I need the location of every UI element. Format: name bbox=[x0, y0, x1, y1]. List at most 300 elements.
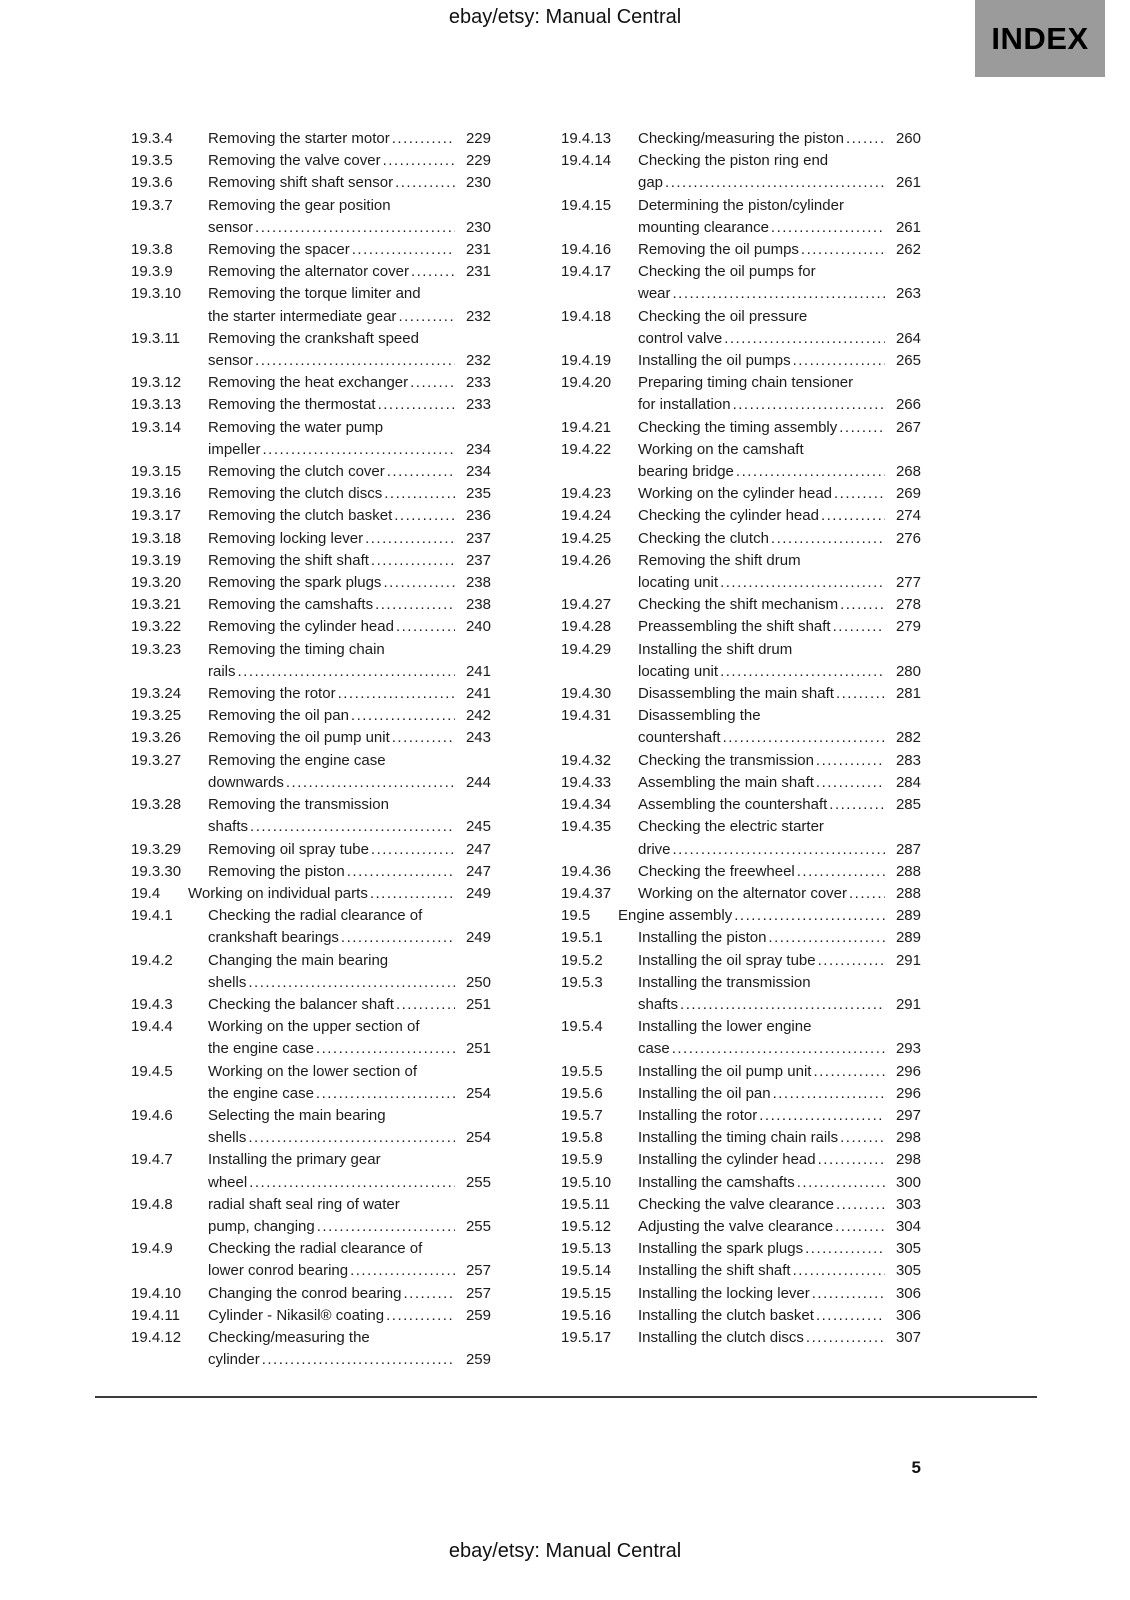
toc-entry-title: shells bbox=[208, 973, 247, 991]
toc-entry-title-line: Preparing timing chain tensioner bbox=[638, 374, 854, 392]
toc-entry-title: Checking the freewheel bbox=[638, 862, 795, 880]
dot-leader bbox=[383, 150, 455, 172]
toc-entry-number: 19.4.23 bbox=[561, 485, 612, 503]
toc-entry-number: 19.4.20 bbox=[561, 374, 612, 392]
toc-entry-title-line bbox=[208, 1305, 491, 1327]
toc-entry-page: 251 bbox=[465, 995, 491, 1013]
toc-column-left bbox=[131, 128, 491, 1371]
dot-leader bbox=[720, 572, 885, 594]
dot-leader bbox=[793, 350, 885, 372]
toc-entry-title: Installing the timing chain rails bbox=[638, 1129, 839, 1147]
toc-entry-title-block bbox=[208, 1105, 491, 1149]
toc-entry-title-line bbox=[638, 994, 921, 1016]
toc-entry-title-block bbox=[208, 861, 491, 883]
toc-entry-title-line bbox=[208, 816, 491, 838]
toc-entry bbox=[131, 616, 491, 638]
toc-entry-page: 238 bbox=[465, 574, 491, 592]
toc-entry-title-block bbox=[638, 195, 921, 239]
toc-entry-number: 19.4.8 bbox=[131, 1195, 173, 1213]
toc-entry-number: 19.4.3 bbox=[131, 995, 173, 1013]
toc-entry-title-line: Installing the primary gear bbox=[208, 1151, 381, 1169]
toc-entry-title: Removing locking lever bbox=[208, 529, 364, 547]
toc-entry-title-line bbox=[188, 883, 491, 905]
toc-entry-page: 305 bbox=[895, 1262, 921, 1280]
toc-entry-title-line bbox=[638, 461, 921, 483]
toc-entry-title-block bbox=[638, 1260, 921, 1282]
toc-entry bbox=[131, 950, 491, 994]
toc-entry-title: Assembling the main shaft bbox=[638, 773, 814, 791]
toc-entry-title-block bbox=[208, 839, 491, 861]
toc-entry-title: Installing the oil pan bbox=[638, 1084, 771, 1102]
toc-entry-page: 288 bbox=[895, 862, 921, 880]
toc-entry-page: 279 bbox=[895, 618, 921, 636]
toc-entry-title-line bbox=[638, 594, 921, 616]
toc-entry bbox=[561, 372, 921, 416]
toc-entry-title-block bbox=[208, 994, 491, 1016]
toc-entry-page: 229 bbox=[465, 152, 491, 170]
dot-leader bbox=[255, 217, 455, 239]
dot-leader bbox=[839, 417, 885, 439]
footer-divider bbox=[95, 1396, 1037, 1398]
toc-entry-title-line: Removing the engine case bbox=[208, 751, 386, 769]
toc-entry-title-line bbox=[208, 505, 491, 527]
toc-entry-title-block bbox=[638, 1016, 921, 1060]
dot-leader bbox=[733, 394, 885, 416]
toc-entry-title: Cylinder - Nikasil® coating bbox=[208, 1306, 385, 1324]
toc-entry bbox=[131, 1194, 491, 1238]
toc-entry bbox=[561, 1216, 921, 1238]
dot-leader bbox=[806, 1327, 885, 1349]
toc-entry-title-block bbox=[638, 1127, 921, 1149]
toc-entry-title-block bbox=[208, 750, 491, 794]
toc-entry-title-block bbox=[638, 417, 921, 439]
toc-entry-number: 19.4.1 bbox=[131, 907, 173, 925]
toc-entry bbox=[131, 172, 491, 194]
toc-entry-title: Working on the alternator cover bbox=[638, 884, 847, 902]
toc-entry bbox=[561, 306, 921, 350]
dot-leader bbox=[263, 439, 455, 461]
toc-entry-title-line bbox=[208, 372, 491, 394]
toc-entry bbox=[561, 239, 921, 261]
toc-entry-page: 291 bbox=[895, 951, 921, 969]
toc-entry-page: 289 bbox=[895, 907, 921, 925]
toc-entry-page: 254 bbox=[465, 1084, 491, 1102]
dot-leader bbox=[396, 994, 455, 1016]
toc-entry bbox=[561, 1083, 921, 1105]
toc-entry bbox=[131, 1061, 491, 1105]
dot-leader bbox=[347, 861, 455, 883]
toc-entry-title-line bbox=[638, 1083, 921, 1105]
toc-entry-title-line bbox=[638, 239, 921, 261]
toc-entry-title: case bbox=[638, 1040, 670, 1058]
toc-entry-title-line bbox=[208, 239, 491, 261]
toc-entry-page: 297 bbox=[895, 1106, 921, 1124]
toc-entry-page: 229 bbox=[465, 130, 491, 147]
toc-entry-title-line bbox=[638, 861, 921, 883]
toc-entry-page: 243 bbox=[465, 729, 491, 747]
toc-entry-title-line bbox=[208, 972, 491, 994]
toc-entry-title-line bbox=[208, 661, 491, 683]
toc-entry-page: 298 bbox=[895, 1151, 921, 1169]
toc-entry bbox=[561, 1127, 921, 1149]
toc-entry-page: 276 bbox=[895, 529, 921, 547]
toc-entry-number: 19.4.34 bbox=[561, 796, 612, 814]
toc-entry-title-line bbox=[208, 994, 491, 1016]
toc-entry-page: 300 bbox=[895, 1173, 921, 1191]
toc-entry-page: 234 bbox=[465, 463, 491, 481]
toc-entry-title-line bbox=[208, 172, 491, 194]
toc-entry-title-line bbox=[638, 394, 921, 416]
toc-entry-number: 19.4.36 bbox=[561, 862, 612, 880]
toc-entry bbox=[561, 1283, 921, 1305]
toc-entry-number: 19.4.4 bbox=[131, 1018, 173, 1036]
toc-entry-title-line bbox=[208, 394, 491, 416]
toc-entry-title: Working on the cylinder head bbox=[638, 485, 833, 503]
toc-entry-number: 19.3.22 bbox=[131, 618, 182, 636]
toc-entry-number: 19.3.20 bbox=[131, 574, 182, 592]
toc-entry bbox=[561, 483, 921, 505]
toc-entry-number: 19.5.17 bbox=[561, 1328, 612, 1346]
toc-entry-title-line: Working on the lower section of bbox=[208, 1062, 417, 1080]
toc-entry-number: 19.4.15 bbox=[561, 196, 612, 214]
toc-entry-title: Installing the locking lever bbox=[638, 1284, 810, 1302]
toc-entry-page: 296 bbox=[895, 1084, 921, 1102]
toc-entry-title-line bbox=[638, 483, 921, 505]
dot-leader bbox=[352, 239, 455, 261]
toc-entry bbox=[561, 1061, 921, 1083]
toc-entry-number: 19.3.14 bbox=[131, 418, 182, 436]
toc-entry-page: 269 bbox=[895, 485, 921, 503]
toc-entry bbox=[561, 1305, 921, 1327]
toc-entry bbox=[131, 550, 491, 572]
toc-entry-number: 19.3.7 bbox=[131, 196, 173, 214]
dot-leader bbox=[736, 461, 885, 483]
toc-entry bbox=[561, 1238, 921, 1260]
dot-leader bbox=[386, 1305, 455, 1327]
toc-entry-title: Engine assembly bbox=[618, 907, 733, 925]
dot-leader bbox=[351, 705, 455, 727]
toc-entry-page: 247 bbox=[465, 862, 491, 880]
toc-entry-number: 19.3.12 bbox=[131, 374, 182, 392]
dot-leader bbox=[384, 483, 455, 505]
toc-entry-page: 261 bbox=[895, 174, 921, 192]
toc-entry-title-line bbox=[638, 217, 921, 239]
toc-entry-title-line bbox=[638, 661, 921, 683]
toc-entry bbox=[561, 505, 921, 527]
toc-entry-number: 19.5.11 bbox=[561, 1195, 610, 1213]
dot-leader bbox=[836, 1194, 885, 1216]
dot-leader bbox=[801, 239, 885, 261]
dot-leader bbox=[734, 905, 885, 927]
toc-entry bbox=[561, 150, 921, 194]
toc-entry-title-line bbox=[638, 950, 921, 972]
toc-entry-page: 259 bbox=[465, 1306, 491, 1324]
toc-entry bbox=[561, 439, 921, 483]
toc-entry-page: 255 bbox=[465, 1173, 491, 1191]
toc-entry-title-block bbox=[638, 1149, 921, 1171]
dot-leader bbox=[849, 883, 885, 905]
toc-entry-number: 19.5.14 bbox=[561, 1262, 612, 1280]
toc-entry-page: 257 bbox=[465, 1262, 491, 1280]
toc-entry-page: 287 bbox=[895, 840, 921, 858]
toc-entry-page: 240 bbox=[465, 618, 491, 636]
toc-entry bbox=[561, 927, 921, 949]
toc-entry-number: 19.4.14 bbox=[561, 152, 612, 170]
toc-entry-title: sensor bbox=[208, 218, 254, 236]
toc-entry-page: 284 bbox=[895, 773, 921, 791]
dot-leader bbox=[378, 394, 455, 416]
toc-entry-title-line bbox=[208, 1127, 491, 1149]
toc-entry bbox=[131, 905, 491, 949]
toc-entry-page: 247 bbox=[465, 840, 491, 858]
toc-entry-title-block bbox=[638, 528, 921, 550]
toc-entry-title-line bbox=[208, 839, 491, 861]
toc-entry-title-block bbox=[638, 372, 921, 416]
toc-entry-title-line bbox=[208, 350, 491, 372]
dot-leader bbox=[383, 572, 455, 594]
toc-entry-title-line bbox=[208, 528, 491, 550]
toc-entry-title-block bbox=[208, 683, 491, 705]
toc-entry-page: 254 bbox=[465, 1129, 491, 1147]
toc-entry-number: 19.4.29 bbox=[561, 640, 612, 658]
toc-entry-title: Removing oil spray tube bbox=[208, 840, 369, 858]
toc-entry-page: 244 bbox=[465, 773, 491, 791]
toc-entry bbox=[131, 1105, 491, 1149]
toc-entry-title: Installing the oil pump unit bbox=[638, 1062, 812, 1080]
toc-entry-number: 19.4.37 bbox=[561, 884, 612, 902]
toc-entry-page: 233 bbox=[465, 374, 491, 392]
toc-entry bbox=[561, 128, 921, 150]
toc-entry bbox=[131, 727, 491, 749]
dot-leader bbox=[392, 128, 455, 150]
toc-entry-title-block bbox=[208, 705, 491, 727]
dot-leader bbox=[370, 883, 455, 905]
toc-entry bbox=[561, 1149, 921, 1171]
toc-entry-title-line bbox=[208, 217, 491, 239]
toc-entry-page: 281 bbox=[895, 685, 921, 703]
toc-entry-title-line bbox=[208, 1038, 491, 1060]
toc-entry bbox=[131, 1305, 491, 1327]
toc-entry-title: downwards bbox=[208, 773, 284, 791]
toc-entry-title-line bbox=[638, 1283, 921, 1305]
toc-entry-title-block bbox=[638, 616, 921, 638]
toc-entry-title: the engine case bbox=[208, 1040, 314, 1058]
toc-entry-page: 306 bbox=[895, 1306, 921, 1324]
toc-entry-title: Removing the clutch basket bbox=[208, 507, 393, 525]
toc-entry-number: 19.3.18 bbox=[131, 529, 182, 547]
toc-entry-number: 19.4.13 bbox=[561, 130, 612, 147]
toc-entry-title-line bbox=[638, 1172, 921, 1194]
toc-entry-title-line bbox=[638, 1149, 921, 1171]
toc-entry-number: 19.5.8 bbox=[561, 1129, 603, 1147]
toc-entry-title-block bbox=[208, 1283, 491, 1305]
toc-entry-number: 19.4.33 bbox=[561, 773, 612, 791]
toc-entry-number: 19.3.15 bbox=[131, 463, 182, 481]
toc-entry-page: 277 bbox=[895, 574, 921, 592]
toc-entry-title-line: Removing the crankshaft speed bbox=[208, 329, 419, 347]
toc-entry-number: 19.3.30 bbox=[131, 862, 182, 880]
toc-entry-title: Removing the valve cover bbox=[208, 152, 381, 170]
toc-column-right bbox=[561, 128, 921, 1371]
page-footer-title: ebay/etsy: Manual Central bbox=[448, 1540, 682, 1562]
dot-leader bbox=[813, 1061, 885, 1083]
toc-entry-title-block bbox=[638, 150, 921, 194]
toc-entry-title-block bbox=[208, 1149, 491, 1193]
toc-entry-page: 232 bbox=[465, 307, 491, 325]
toc-entry-title-line bbox=[208, 1216, 491, 1238]
toc-entry-title-block bbox=[638, 1216, 921, 1238]
toc-entry-number: 19.3.13 bbox=[131, 396, 182, 414]
toc-entry-title-block bbox=[208, 950, 491, 994]
toc-entry-number: 19.4.16 bbox=[561, 241, 612, 259]
toc-entry-title-block bbox=[638, 950, 921, 972]
toc-entry-number: 19.5.3 bbox=[561, 973, 603, 991]
toc-entry-page: 285 bbox=[895, 796, 921, 814]
toc-entry-number: 19.3.8 bbox=[131, 241, 173, 259]
toc-entry-title-line bbox=[638, 750, 921, 772]
toc-entry bbox=[131, 1283, 491, 1305]
toc-entry bbox=[131, 639, 491, 683]
toc-entry-title-line bbox=[638, 1061, 921, 1083]
toc-entry bbox=[131, 328, 491, 372]
toc-entry-title: Removing the shift shaft bbox=[208, 551, 369, 569]
toc-entry-title-line bbox=[208, 705, 491, 727]
toc-entry-title: Checking the cylinder head bbox=[638, 507, 819, 525]
dot-leader bbox=[394, 505, 455, 527]
toc-entry-title: Installing the cylinder head bbox=[638, 1151, 816, 1169]
dot-leader bbox=[249, 1172, 455, 1194]
index-tab bbox=[975, 0, 1105, 77]
toc-entry-title-line: Working on the upper section of bbox=[208, 1018, 420, 1036]
toc-entry-title: Disassembling the main shaft bbox=[638, 685, 834, 703]
toc-entry-title-line bbox=[208, 616, 491, 638]
toc-entry-title: bearing bridge bbox=[638, 463, 734, 481]
toc-entry bbox=[131, 1238, 491, 1282]
table-of-contents bbox=[131, 128, 921, 1371]
toc-entry-title-line: Removing the timing chain bbox=[208, 640, 385, 658]
toc-entry-title: Removing the clutch cover bbox=[208, 463, 385, 481]
toc-entry-page: 230 bbox=[465, 218, 491, 236]
toc-entry bbox=[131, 839, 491, 861]
toc-entry-title-line: Disassembling the bbox=[638, 707, 761, 725]
toc-entry-title: Assembling the countershaft bbox=[638, 796, 828, 814]
toc-entry-title: control valve bbox=[638, 329, 723, 347]
toc-entry-title: Removing the thermostat bbox=[208, 396, 376, 414]
dot-leader bbox=[818, 950, 885, 972]
toc-entry-title: shafts bbox=[208, 818, 249, 836]
dot-leader bbox=[262, 1349, 455, 1371]
toc-entry-title: Checking the timing assembly bbox=[638, 418, 838, 436]
toc-entry-title-block bbox=[208, 905, 491, 949]
toc-entry-title-line: radial shaft seal ring of water bbox=[208, 1195, 400, 1213]
toc-entry-page: 296 bbox=[895, 1062, 921, 1080]
dot-leader bbox=[836, 683, 885, 705]
toc-entry-number: 19.4.22 bbox=[561, 440, 612, 458]
toc-entry-page: 303 bbox=[895, 1195, 921, 1213]
toc-entry-title-line bbox=[638, 683, 921, 705]
toc-entry-title-block bbox=[208, 1327, 491, 1371]
toc-entry-title: Removing the alternator cover bbox=[208, 263, 409, 281]
toc-entry-title-block bbox=[618, 905, 921, 927]
toc-entry bbox=[561, 417, 921, 439]
toc-entry-title: sensor bbox=[208, 352, 254, 370]
toc-entry bbox=[131, 283, 491, 327]
toc-entry-title-block bbox=[638, 1283, 921, 1305]
toc-entry bbox=[561, 1172, 921, 1194]
toc-entry-page: 307 bbox=[895, 1328, 921, 1346]
toc-entry-number: 19.4.6 bbox=[131, 1106, 173, 1124]
toc-entry bbox=[131, 1149, 491, 1193]
toc-entry-number: 19.3.16 bbox=[131, 485, 182, 503]
toc-entry-number: 19.4.2 bbox=[131, 951, 173, 969]
toc-entry-number: 19.4.32 bbox=[561, 751, 612, 769]
toc-entry-page: 264 bbox=[895, 329, 921, 347]
toc-entry-title: wear bbox=[638, 285, 671, 303]
dot-leader bbox=[723, 727, 885, 749]
toc-entry-page: 234 bbox=[465, 440, 491, 458]
toc-entry-page: 259 bbox=[465, 1351, 491, 1369]
toc-entry-title-block bbox=[638, 439, 921, 483]
toc-entry-title-line: Installing the shift drum bbox=[638, 640, 793, 658]
toc-entry-page: 268 bbox=[895, 463, 921, 481]
toc-entry-title: Removing the camshafts bbox=[208, 596, 374, 614]
toc-entry-number: 19.3.24 bbox=[131, 685, 182, 703]
toc-entry-number: 19.5.10 bbox=[561, 1173, 612, 1191]
toc-entry-title: lower conrod bearing bbox=[208, 1262, 349, 1280]
toc-entry bbox=[561, 794, 921, 816]
toc-entry-number: 19.3.29 bbox=[131, 840, 182, 858]
toc-entry-title: Removing the spacer bbox=[208, 241, 350, 259]
toc-entry-page: 263 bbox=[895, 285, 921, 303]
toc-entry-title: Removing the oil pumps bbox=[638, 241, 799, 259]
toc-entry-title-line bbox=[208, 128, 491, 150]
toc-entry-title-line bbox=[638, 1238, 921, 1260]
toc-entry bbox=[561, 1260, 921, 1282]
toc-entry-title-line: Determining the piston/cylinder bbox=[638, 196, 844, 214]
index-tab-label: INDEX bbox=[991, 20, 1089, 56]
toc-entry-title: drive bbox=[638, 840, 671, 858]
toc-entry-title-line: Checking the oil pumps for bbox=[638, 263, 816, 281]
toc-entry-title: Checking the valve clearance bbox=[638, 1195, 834, 1213]
toc-entry-title-line bbox=[208, 927, 491, 949]
toc-entry bbox=[561, 861, 921, 883]
toc-entry-title-line bbox=[638, 328, 921, 350]
toc-entry-number: 19.4.11 bbox=[131, 1306, 180, 1324]
toc-entry-number: 19.4.19 bbox=[561, 352, 612, 370]
toc-entry-title-block bbox=[638, 683, 921, 705]
toc-entry-title: Installing the clutch discs bbox=[638, 1328, 804, 1346]
toc-entry-title: Installing the oil pumps bbox=[638, 352, 791, 370]
toc-entry-title: Removing the oil pump unit bbox=[208, 729, 390, 747]
toc-entry-number: 19.3.17 bbox=[131, 507, 182, 525]
toc-entry-title: Adjusting the valve clearance bbox=[638, 1217, 834, 1235]
dot-leader bbox=[720, 661, 885, 683]
toc-entry bbox=[131, 861, 491, 883]
dot-leader bbox=[248, 972, 455, 994]
toc-entry-title-block bbox=[208, 505, 491, 527]
toc-entry-page: 235 bbox=[465, 485, 491, 503]
toc-entry-title-block bbox=[208, 1016, 491, 1060]
toc-entry bbox=[131, 705, 491, 727]
toc-entry-title-line bbox=[638, 1038, 921, 1060]
toc-entry bbox=[131, 461, 491, 483]
dot-leader bbox=[797, 861, 885, 883]
toc-entry-title-block bbox=[208, 550, 491, 572]
toc-entry-number: 19.5.13 bbox=[561, 1240, 612, 1258]
toc-entry-title-block bbox=[208, 1061, 491, 1105]
toc-entry-title-line bbox=[208, 306, 491, 328]
toc-entry-page: 306 bbox=[895, 1284, 921, 1302]
